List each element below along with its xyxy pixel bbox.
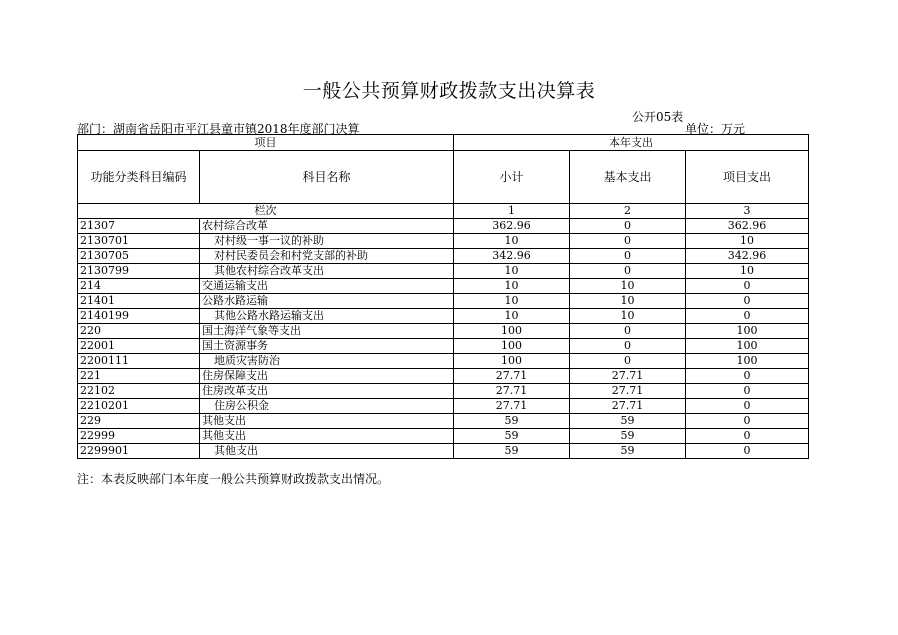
basic-cell: 0 — [570, 354, 686, 369]
name-cell: 其他农村综合改革支出 — [200, 264, 454, 279]
name-cell: 地质灾害防治 — [200, 354, 454, 369]
subtotal-cell: 10 — [454, 264, 570, 279]
project-cell: 0 — [686, 429, 809, 444]
basic-cell: 0 — [570, 234, 686, 249]
subtotal-cell: 10 — [454, 279, 570, 294]
column-number-1: 1 — [454, 204, 570, 219]
name-cell: 交通运输支出 — [200, 279, 454, 294]
basic-cell: 27.71 — [570, 384, 686, 399]
project-cell: 342.96 — [686, 249, 809, 264]
code-cell: 2299901 — [78, 444, 200, 459]
name-cell: 对村民委员会和村党支部的补助 — [200, 249, 454, 264]
group-header-row — [78, 135, 809, 151]
table-row — [78, 294, 809, 309]
table-row — [78, 249, 809, 264]
name-cell: 住房保障支出 — [200, 369, 454, 384]
subtotal-cell: 27.71 — [454, 369, 570, 384]
column-number-3: 3 — [686, 204, 809, 219]
subtotal-cell: 59 — [454, 429, 570, 444]
project-cell: 100 — [686, 324, 809, 339]
basic-cell: 0 — [570, 219, 686, 234]
basic-cell: 0 — [570, 249, 686, 264]
code-cell: 229 — [78, 414, 200, 429]
code-cell: 2210201 — [78, 399, 200, 414]
project-cell: 0 — [686, 309, 809, 324]
code-cell: 2140199 — [78, 309, 200, 324]
table-row — [78, 234, 809, 249]
header-spend-group: 本年支出 — [454, 135, 809, 151]
project-cell: 100 — [686, 354, 809, 369]
subtotal-cell: 27.71 — [454, 399, 570, 414]
project-cell: 0 — [686, 279, 809, 294]
subtotal-cell: 10 — [454, 309, 570, 324]
basic-cell: 59 — [570, 444, 686, 459]
project-cell: 100 — [686, 339, 809, 354]
header-name: 科目名称 — [200, 151, 454, 204]
form-code: 公开05表 — [632, 110, 684, 124]
basic-cell: 10 — [570, 309, 686, 324]
subtotal-cell: 362.96 — [454, 219, 570, 234]
project-cell: 0 — [686, 399, 809, 414]
department-label: 部门：湖南省岳阳市平江县童市镇2018年度部门决算 — [77, 122, 360, 136]
basic-cell: 59 — [570, 414, 686, 429]
code-cell: 22001 — [78, 339, 200, 354]
table-row — [78, 339, 809, 354]
lanci-label: 栏次 — [78, 204, 454, 219]
code-cell: 2130799 — [78, 264, 200, 279]
subtotal-cell: 342.96 — [454, 249, 570, 264]
name-cell: 公路水路运输 — [200, 294, 454, 309]
column-number-row — [78, 204, 809, 219]
subtotal-cell: 59 — [454, 444, 570, 459]
table-row — [78, 264, 809, 279]
code-cell: 22999 — [78, 429, 200, 444]
code-cell: 221 — [78, 369, 200, 384]
name-cell: 其他支出 — [200, 414, 454, 429]
project-cell: 10 — [686, 234, 809, 249]
column-number-2: 2 — [570, 204, 686, 219]
subtotal-cell: 100 — [454, 339, 570, 354]
header-subtotal: 小计 — [454, 151, 570, 204]
table-row — [78, 279, 809, 294]
name-cell: 农村综合改革 — [200, 219, 454, 234]
table-row — [78, 309, 809, 324]
budget-table — [77, 134, 809, 459]
header-project: 项目支出 — [686, 151, 809, 204]
name-cell: 国土海洋气象等支出 — [200, 324, 454, 339]
code-cell: 214 — [78, 279, 200, 294]
table-row — [78, 384, 809, 399]
project-cell: 10 — [686, 264, 809, 279]
subtotal-cell: 10 — [454, 234, 570, 249]
table-row — [78, 324, 809, 339]
code-cell: 21307 — [78, 219, 200, 234]
column-header-row — [78, 151, 809, 204]
code-cell: 2200111 — [78, 354, 200, 369]
subtotal-cell: 27.71 — [454, 384, 570, 399]
code-cell: 22102 — [78, 384, 200, 399]
project-cell: 0 — [686, 444, 809, 459]
basic-cell: 59 — [570, 429, 686, 444]
code-cell: 2130705 — [78, 249, 200, 264]
basic-cell: 0 — [570, 324, 686, 339]
basic-cell: 0 — [570, 264, 686, 279]
subtotal-cell: 10 — [454, 294, 570, 309]
name-cell: 住房改革支出 — [200, 384, 454, 399]
table-row — [78, 219, 809, 234]
name-cell: 对村级一事一议的补助 — [200, 234, 454, 249]
project-cell: 0 — [686, 369, 809, 384]
subtotal-cell: 100 — [454, 354, 570, 369]
header-project-group: 项目 — [78, 135, 454, 151]
basic-cell: 10 — [570, 294, 686, 309]
name-cell: 其他支出 — [200, 429, 454, 444]
project-cell: 0 — [686, 414, 809, 429]
code-cell: 220 — [78, 324, 200, 339]
subtotal-cell: 100 — [454, 324, 570, 339]
subtotal-cell: 59 — [454, 414, 570, 429]
basic-cell: 27.71 — [570, 399, 686, 414]
project-cell: 362.96 — [686, 219, 809, 234]
table-row — [78, 369, 809, 384]
code-cell: 2130701 — [78, 234, 200, 249]
name-cell: 其他支出 — [200, 444, 454, 459]
footnote: 注：本表反映部门本年度一般公共预算财政拨款支出情况。 — [77, 472, 390, 486]
basic-cell: 0 — [570, 339, 686, 354]
project-cell: 0 — [686, 384, 809, 399]
page-title: 一般公共预算财政拨款支出决算表 — [302, 80, 596, 102]
name-cell: 其他公路水路运输支出 — [200, 309, 454, 324]
table-row — [78, 429, 809, 444]
basic-cell: 27.71 — [570, 369, 686, 384]
table-row — [78, 354, 809, 369]
header-code: 功能分类科目编码 — [78, 151, 200, 204]
basic-cell: 10 — [570, 279, 686, 294]
table-row — [78, 414, 809, 429]
name-cell: 国土资源事务 — [200, 339, 454, 354]
table-row — [78, 399, 809, 414]
table-row — [78, 444, 809, 459]
name-cell: 住房公积金 — [200, 399, 454, 414]
unit-label: 单位：万元 — [685, 122, 746, 136]
header-basic: 基本支出 — [570, 151, 686, 204]
code-cell: 21401 — [78, 294, 200, 309]
project-cell: 0 — [686, 294, 809, 309]
